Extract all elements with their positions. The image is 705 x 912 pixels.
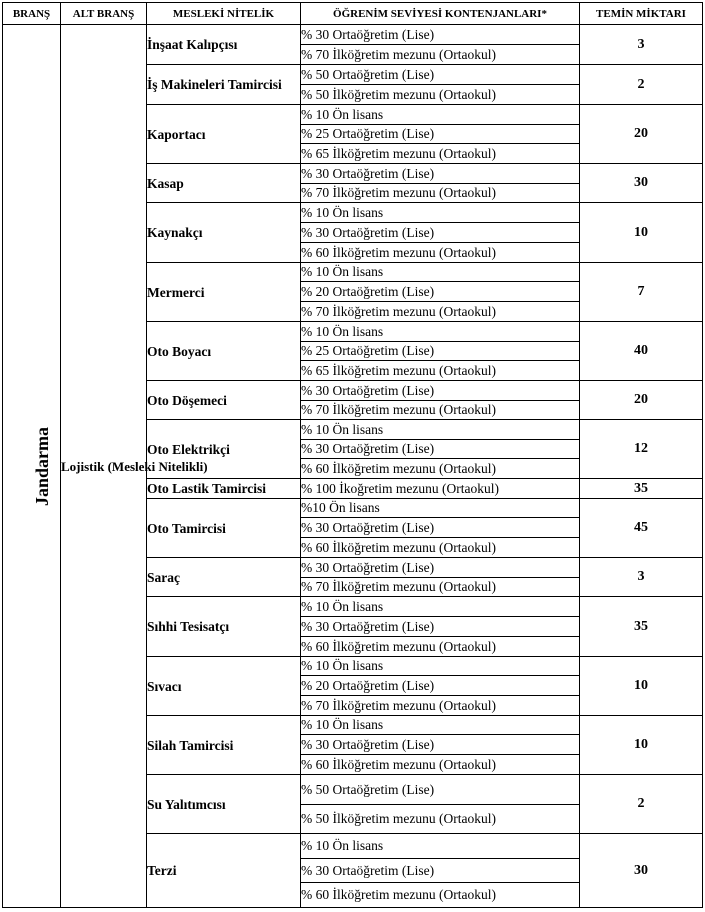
ogrenim-seviyesi-cell: % 10 Ön lisans: [301, 105, 580, 125]
ogrenim-seviyesi-cell: % 25 Ortaöğretim (Lise): [301, 125, 580, 144]
ogrenim-seviyesi-cell: % 30 Ortaöğretim (Lise): [301, 25, 580, 45]
ogrenim-seviyesi-cell: % 70 İlköğretim mezunu (Ortaokul): [301, 401, 580, 420]
ogrenim-seviyesi-cell: % 100 İkoğretim mezunu (Ortaokul): [301, 479, 580, 499]
ogrenim-seviyesi-cell: % 30 Ortaöğretim (Lise): [301, 223, 580, 243]
temin-miktari-cell: 10: [580, 657, 703, 716]
ogrenim-seviyesi-cell: % 65 İlköğretim mezunu (Ortaokul): [301, 144, 580, 164]
mesleki-nitelik-cell: Oto Boyacı: [147, 322, 301, 381]
ogrenim-seviyesi-cell: % 30 Ortaöğretim (Lise): [301, 558, 580, 578]
ogrenim-seviyesi-cell: % 70 İlköğretim mezunu (Ortaokul): [301, 184, 580, 203]
ogrenim-seviyesi-cell: % 30 Ortaöğretim (Lise): [301, 518, 580, 538]
temin-miktari-cell: 10: [580, 716, 703, 775]
temin-miktari-cell: 12: [580, 420, 703, 479]
temin-miktari-cell: 30: [580, 164, 703, 203]
mesleki-nitelik-cell: Oto Döşemeci: [147, 381, 301, 420]
ogrenim-seviyesi-cell: % 70 İlköğretim mezunu (Ortaokul): [301, 578, 580, 597]
temin-miktari-cell: 3: [580, 558, 703, 597]
table-row: [3, 25, 703, 45]
mesleki-nitelik-cell: Oto Tamircisi: [147, 499, 301, 558]
brans-cell: [3, 25, 61, 908]
temin-miktari-cell: 35: [580, 479, 703, 499]
temin-miktari-cell: 7: [580, 263, 703, 322]
ogrenim-seviyesi-cell: % 30 Ortaöğretim (Lise): [301, 381, 580, 401]
temin-miktari-cell: 20: [580, 381, 703, 420]
ogrenim-seviyesi-cell: % 10 Ön lisans: [301, 263, 580, 282]
mesleki-nitelik-cell: Silah Tamircisi: [147, 716, 301, 775]
ogrenim-seviyesi-cell: % 10 Ön lisans: [301, 716, 580, 735]
mesleki-nitelik-cell: Mermerci: [147, 263, 301, 322]
header-alt-brans: ALT BRANŞ: [61, 3, 147, 25]
ogrenim-seviyesi-cell: % 60 İlköğretim mezunu (Ortaokul): [301, 538, 580, 558]
ogrenim-seviyesi-cell: % 30 Ortaöğretim (Lise): [301, 164, 580, 184]
header-ogrenim-seviyesi: ÖĞRENİM SEVİYESİ KONTENJANLARI*: [301, 3, 580, 25]
temin-miktari-cell: 10: [580, 203, 703, 263]
ogrenim-seviyesi-cell: % 70 İlköğretim mezunu (Ortaokul): [301, 45, 580, 65]
temin-miktari-cell: 45: [580, 499, 703, 558]
ogrenim-seviyesi-cell: % 65 İlköğretim mezunu (Ortaokul): [301, 361, 580, 381]
mesleki-nitelik-cell: İş Makineleri Tamircisi: [147, 65, 301, 105]
ogrenim-seviyesi-cell: % 30 Ortaöğretim (Lise): [301, 859, 580, 883]
mesleki-nitelik-cell: Kasap: [147, 164, 301, 203]
mesleki-nitelik-cell: Kaportacı: [147, 105, 301, 164]
mesleki-nitelik-cell: İnşaat Kalıpçısı: [147, 25, 301, 65]
temin-miktari-cell: 35: [580, 597, 703, 657]
ogrenim-seviyesi-cell: % 10 Ön lisans: [301, 322, 580, 342]
ogrenim-seviyesi-cell: % 10 Ön lisans: [301, 834, 580, 859]
header-temin-miktari: TEMİN MİKTARI: [580, 3, 703, 25]
temin-miktari-cell: 2: [580, 775, 703, 834]
mesleki-nitelik-cell: Su Yalıtımcısı: [147, 775, 301, 834]
ogrenim-seviyesi-cell: % 60 İlköğretim mezunu (Ortaokul): [301, 459, 580, 479]
ogrenim-seviyesi-cell: % 60 İlköğretim mezunu (Ortaokul): [301, 755, 580, 775]
ogrenim-seviyesi-cell: % 30 Ortaöğretim (Lise): [301, 440, 580, 459]
ogrenim-seviyesi-cell: % 70 İlköğretim mezunu (Ortaokul): [301, 696, 580, 716]
ogrenim-seviyesi-cell: % 50 Ortaöğretim (Lise): [301, 65, 580, 85]
ogrenim-seviyesi-cell: % 60 İlköğretim mezunu (Ortaokul): [301, 243, 580, 263]
ogrenim-seviyesi-cell: % 70 İlköğretim mezunu (Ortaokul): [301, 302, 580, 322]
mesleki-nitelik-cell: Terzi: [147, 834, 301, 908]
temin-miktari-cell: 20: [580, 105, 703, 164]
ogrenim-seviyesi-cell: % 20 Ortaöğretim (Lise): [301, 282, 580, 302]
temin-miktari-cell: 2: [580, 65, 703, 105]
temin-miktari-cell: 3: [580, 25, 703, 65]
ogrenim-seviyesi-cell: % 50 İlköğretim mezunu (Ortaokul): [301, 85, 580, 105]
header-mesleki-nitelik: MESLEKİ NİTELİK: [147, 3, 301, 25]
mesleki-nitelik-cell: Sıhhi Tesisatçı: [147, 597, 301, 657]
ogrenim-seviyesi-cell: % 60 İlköğretim mezunu (Ortaokul): [301, 637, 580, 657]
temin-miktari-cell: 30: [580, 834, 703, 908]
ogrenim-seviyesi-cell: % 60 İlköğretim mezunu (Ortaokul): [301, 883, 580, 908]
ogrenim-seviyesi-cell: % 50 Ortaöğretim (Lise): [301, 775, 580, 805]
ogrenim-seviyesi-cell: % 30 Ortaöğretim (Lise): [301, 735, 580, 755]
mesleki-nitelik-cell: Saraç: [147, 558, 301, 597]
ogrenim-seviyesi-cell: % 10 Ön lisans: [301, 420, 580, 440]
ogrenim-seviyesi-cell: % 10 Ön lisans: [301, 597, 580, 617]
mesleki-nitelik-cell: Oto Lastik Tamircisi: [147, 479, 301, 499]
ogrenim-seviyesi-cell: % 10 Ön lisans: [301, 203, 580, 223]
quota-table: [2, 2, 703, 908]
mesleki-nitelik-cell: Oto Elektrikçi: [147, 420, 301, 479]
brans-label: Jandarma: [32, 426, 53, 506]
ogrenim-seviyesi-cell: % 20 Ortaöğretim (Lise): [301, 676, 580, 696]
ogrenim-seviyesi-cell: % 30 Ortaöğretim (Lise): [301, 617, 580, 637]
ogrenim-seviyesi-cell: % 50 İlköğretim mezunu (Ortaokul): [301, 805, 580, 834]
header-row: [3, 3, 703, 25]
mesleki-nitelik-cell: Sıvacı: [147, 657, 301, 716]
ogrenim-seviyesi-cell: % 10 Ön lisans: [301, 657, 580, 676]
header-brans: BRANŞ: [3, 3, 61, 25]
temin-miktari-cell: 40: [580, 322, 703, 381]
mesleki-nitelik-cell: Kaynakçı: [147, 203, 301, 263]
ogrenim-seviyesi-cell: %10 Ön lisans: [301, 499, 580, 518]
ogrenim-seviyesi-cell: % 25 Ortaöğretim (Lise): [301, 342, 580, 361]
alt-brans-cell: Lojistik (Mesleki Nitelikli): [61, 25, 147, 908]
